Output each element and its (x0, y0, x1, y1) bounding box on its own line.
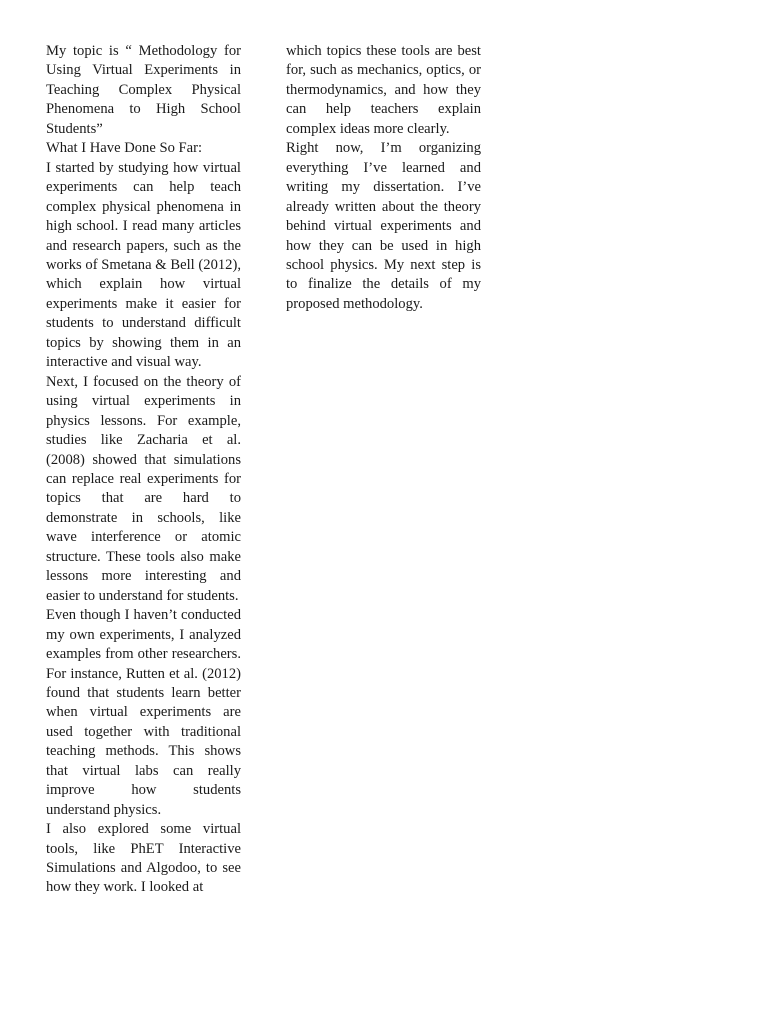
body-paragraph: I started by studying how virtual experiments can help teach complex physical phenomena in high school. I read many articles and research papers, such as the works of Smetana & Bell (2012), which explain how virtual experiments make it easier for students to understand difficult topics by showing them in an interactive and visual way. (46, 159, 241, 371)
body-paragraph: which topics these tools are best for, such as mechanics, optics, or thermodynamics, and how they can help teachers explain complex ideas more clearly. (286, 43, 481, 137)
body-paragraph: Next, I focused on the theory of using virtual experiments in physics lessons. For example, studies like Zacharia et al. (2008) showed that simulations can replace real experiments for topics that are hard to demonstrate in schools, like wave interference or atomic structure. These tools also make lessons more interesting and easier to understand for students. (46, 373, 241, 604)
topic-paragraph: My topic is “ Methodology for Using Virtual Experiments in Teaching Complex Physical Phenomena to High School Students” (46, 43, 241, 137)
body-paragraph: I also explored some virtual tools, like PhET Interactive Simulations and Algodoo, to see how they work. I looked at (46, 821, 241, 896)
right-column (286, 42, 481, 314)
body-paragraph: Right now, I’m organizing everything I’ve learned and writing my dissertation. I’ve already written about the theory behind virtual experiments and how they can be used in high school physics. My next step is to finalize the details of my proposed methodology. (286, 140, 481, 312)
section-heading: What I Have Done So Far: (46, 140, 203, 157)
body-paragraph: Even though I haven’t conducted my own experiments, I analyzed examples from other researchers. For instance, Rutten et al. (2012) found that students learn better when virtual experiments are used together with traditional teaching methods. This shows that virtual labs can really improve how students understand physics. (46, 607, 241, 818)
left-column (46, 42, 241, 898)
